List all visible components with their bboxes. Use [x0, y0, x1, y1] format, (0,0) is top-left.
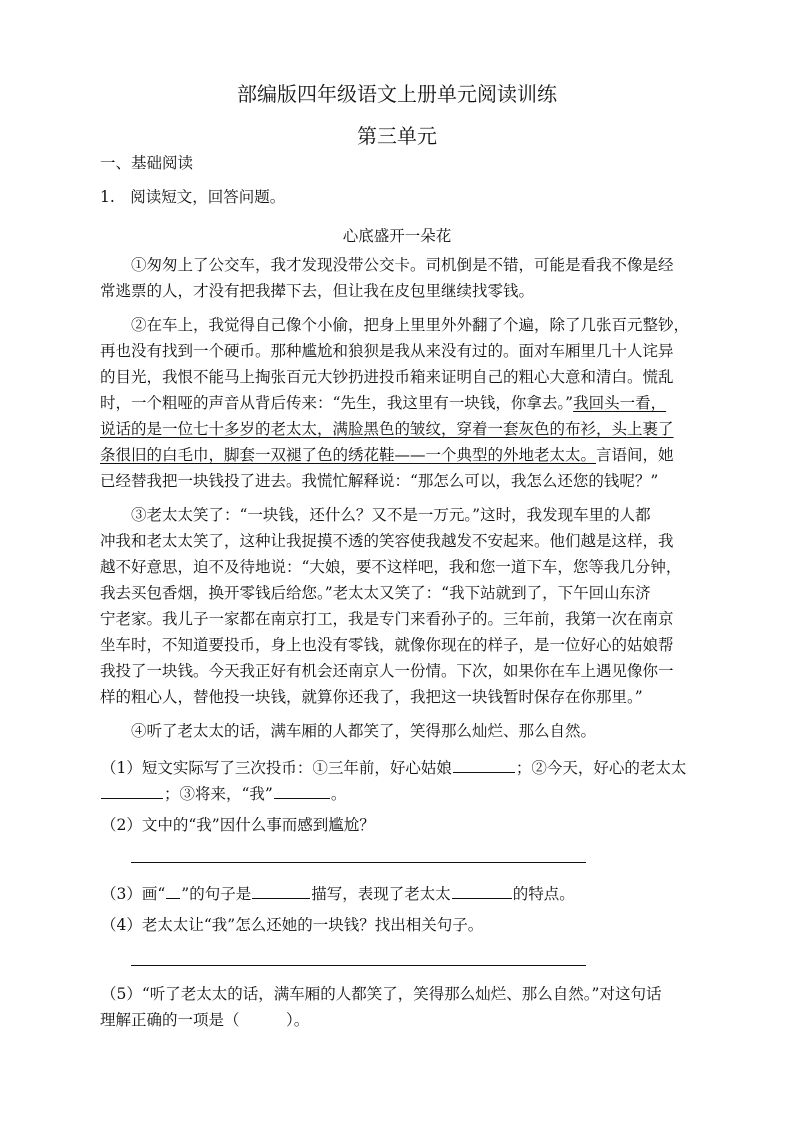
story-line: 越不好意思，迫不及待地说：“大娘，要不这样吧，我和您一道下车，您等我几分钟，: [100, 558, 682, 576]
sub-question-1-cont: [100, 784, 700, 803]
section-heading: 一、基础阅读: [100, 154, 194, 172]
question-text: 描写，表现了老太太: [311, 885, 451, 903]
underlined-sentence: 说话的是一位七十多岁的老太太，满脸黑色的皱纹，穿着一套灰色的布衫，头上裹了: [100, 420, 674, 438]
story-line: 坐车时，不知道要投币，身上也没有零钱，就像你现在的样子，是一位好心的姑娘帮: [100, 636, 674, 654]
answer-blank[interactable]: [252, 884, 310, 899]
underlined-sentence: 条很旧的白毛巾，脚套一双褪了色的绣花鞋——一个典型的外地老太太。: [100, 446, 597, 464]
sub-question-4: （4）老太太让“我”怎么还她的一块钱？找出相关句子。: [101, 916, 484, 934]
story-line: 样的粗心人，替他投一块钱，就算你还我了，我把这一块钱暂时保存在你那里。”: [100, 688, 643, 706]
story-line: 我去买包香烟，换开零钱后给您。”老太太又笑了：“我下站就到了，下午回山东济: [100, 584, 651, 602]
answer-line[interactable]: [131, 965, 586, 966]
story-line: [100, 448, 700, 464]
question-text: 的特点。: [512, 885, 575, 903]
story-line: 的目光，我恨不能马上掏张百元大钞扔进投币箱来证明自己的粗心大意和清白。慌乱: [100, 368, 674, 386]
sub-question-2: （2）文中的“我”因什么事而感到尴尬？: [101, 816, 375, 834]
question-text: ；②今天，好心的老太太: [515, 759, 687, 777]
answer-blank[interactable]: [101, 784, 163, 799]
question-text: ；③将来，“我”: [164, 785, 273, 803]
sub-question-5-cont: 理解正确的一项是（ ）。: [100, 1011, 310, 1029]
story-line: 再也没有找到一个硬币。那种尴尬和狼狈是我从来没有过的。面对车厢里几十人诧异: [100, 342, 674, 360]
question-text: ”的句子是: [181, 885, 252, 903]
story-text: 时，一个粗哑的声音从背后传来：“先生，我这里有一块钱，你拿去。”: [100, 394, 574, 412]
story-line: 冲我和老太太笑了，这种让我捉摸不透的笑容使我越发不安起来。他们越是这样，我: [100, 532, 674, 550]
sub-question-5: （5）“听了老太太的话，满车厢的人都笑了，笑得那么灿烂、那么自然。”对这句话: [101, 985, 662, 1003]
answer-blank[interactable]: [453, 758, 515, 773]
story-line: ④听了老太太的话，满车厢的人都笑了，笑得那么灿烂、那么自然。: [131, 722, 597, 740]
story-line: 常逃票的人，才没有把我撵下去，但让我在皮包里继续找零钱。: [100, 282, 535, 300]
question-text: （1）短文实际写了三次投币：①三年前，好心姑娘: [101, 759, 452, 777]
document-title: 部编版四年级语文上册单元阅读训练: [237, 82, 557, 106]
answer-blank[interactable]: [274, 784, 330, 799]
question-text: 。: [330, 785, 347, 803]
question-1-instruction: 1. 阅读短文，回答问题。: [100, 188, 286, 206]
sub-question-3: [101, 884, 701, 903]
story-title: 心底盛开一朵花: [342, 227, 452, 245]
story-line: 我投了一块钱。今天我正好有机会还南京人一份情。下次，如果你在车上遇见像你一: [100, 662, 674, 680]
story-line: ③老太太笑了：“一块钱，还什么？又不是一万元。”这时，我发现车里的人都: [131, 506, 651, 524]
unit-title: 第三单元: [357, 124, 437, 148]
answer-blank[interactable]: [452, 884, 512, 899]
story-line: 宁老家。我儿子一家都在南京打工，我是专门来看孙子的。三年前，我第一次在南京: [100, 610, 674, 628]
underlined-sentence: 我回头一看，: [573, 394, 667, 412]
story-line: ①匆匆上了公交车，我才发现没带公交卡。司机倒是不错，可能是看我不像是经: [131, 256, 674, 274]
story-line: 已经替我把一块钱投了进去。我慌忙解释说：“那怎么可以，我怎么还您的钱呢？”: [100, 472, 659, 490]
answer-line[interactable]: [131, 862, 586, 863]
story-line: [100, 396, 700, 412]
question-text: （3）画“: [101, 885, 166, 903]
story-text: 言语间，她: [596, 446, 674, 464]
story-line: [100, 422, 700, 438]
underline-sample: [166, 888, 180, 899]
story-line: ②在车上，我觉得自己像个小偷，把身上里里外外翻了个遍，除了几张百元整钞，: [131, 316, 690, 334]
sub-question-1: [101, 758, 701, 777]
